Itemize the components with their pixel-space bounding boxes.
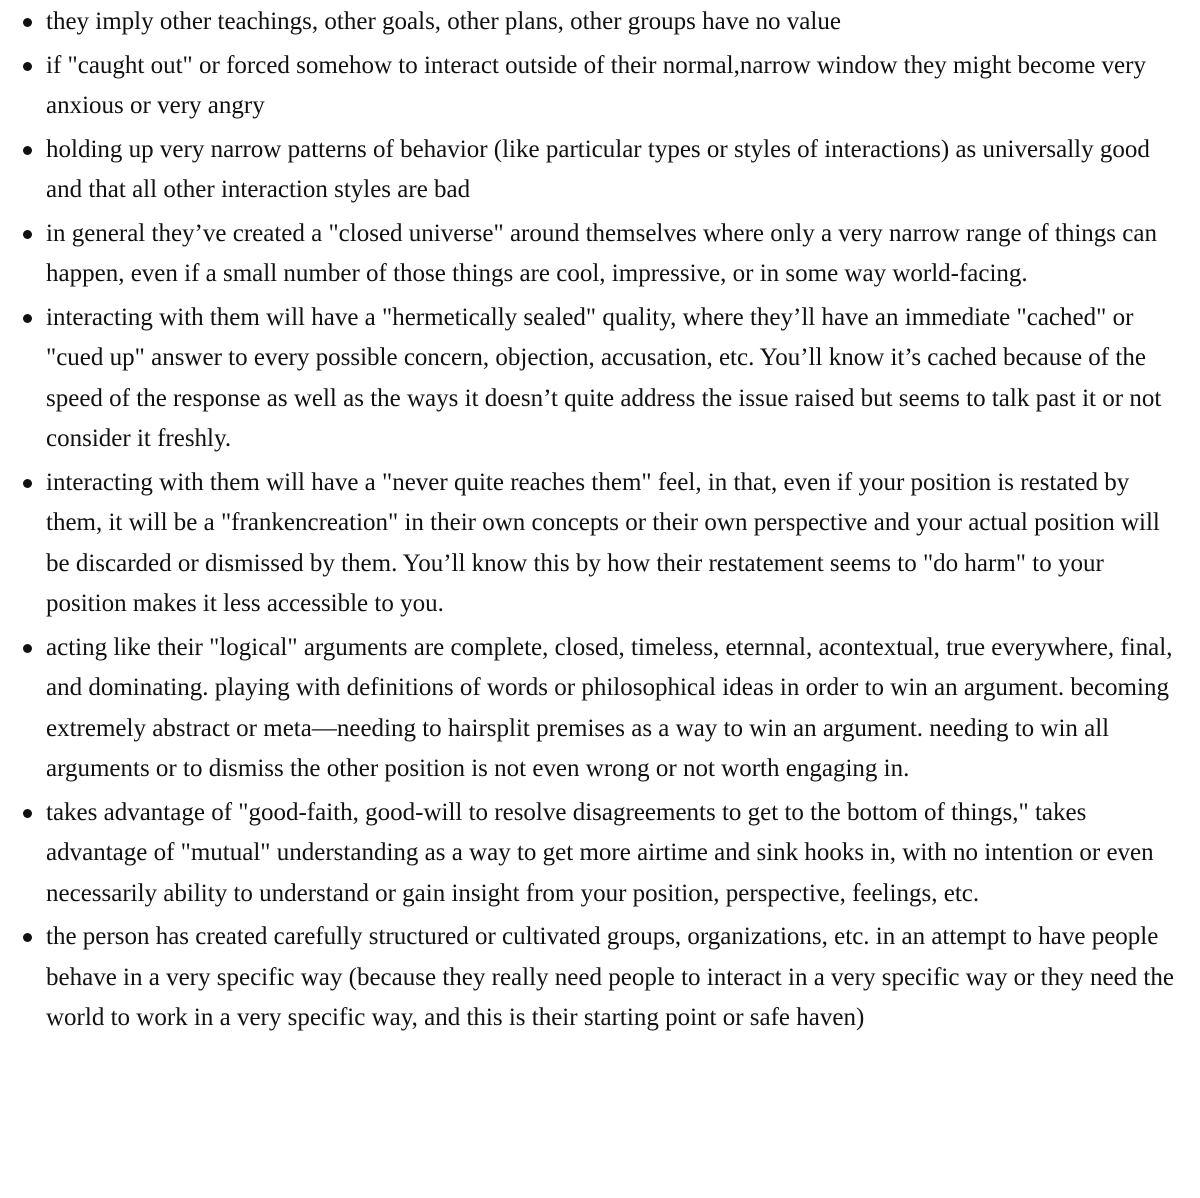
list-item-text: in general they’ve created a "closed universe" around themselves where only a very narrow range of things can happen, even if a small number of those things are cool, impressive, or in some way world-facing. bbox=[46, 219, 1157, 287]
bullet-list bbox=[12, 2, 1186, 1039]
list-item-text: the person has created carefully structured or cultivated groups, organizations, etc. in an attempt to have people behave in a very specific way (because they really need people to interact in a very specific way or they need the world to work in a very specific way, and this is their starting point or safe haven) bbox=[46, 923, 1174, 1031]
list-item bbox=[12, 214, 1186, 295]
list-item bbox=[12, 628, 1186, 790]
list-item-text: takes advantage of "good-faith, good-will to resolve disagreements to get to the bottom of things," takes advantage of "mutual" understanding as a way to get more airtime and sink hooks in, with no intention or even necessarily ability to understand or gain insight from your position, perspective, feelings, etc. bbox=[46, 798, 1154, 907]
bullet-icon bbox=[23, 62, 32, 71]
list-item bbox=[12, 2, 1186, 43]
list-item-text: holding up very narrow patterns of behavior (like particular types or styles of interactions) as universally good and that all other interaction styles are bad bbox=[46, 135, 1150, 203]
list-item bbox=[12, 298, 1186, 460]
bullet-icon bbox=[23, 230, 32, 239]
list-item-text: interacting with them will have a "hermetically sealed" quality, where they’ll have an immediate "cached" or "cued up" answer to every possible concern, objection, accusation, etc. You’ll know it’s cached because of the speed of the response as well as the ways it doesn’t quite address the issue raised but seems to talk past it or not consider it freshly. bbox=[46, 303, 1162, 452]
list-item bbox=[12, 46, 1186, 127]
bullet-icon bbox=[23, 644, 32, 653]
list-item bbox=[12, 917, 1186, 1039]
list-item-text: acting like their "logical" arguments are complete, closed, timeless, eternnal, acontextual, true everywhere, final, and dominating. playing with definitions of words or philosophical ideas in order to win an argument. becoming extremely abstract or meta—needing to hairsplit premises as a way to win an argument. needing to win all arguments or to dismiss the other position is not even wrong or not worth engaging in. bbox=[46, 633, 1173, 782]
bullet-icon bbox=[23, 809, 32, 818]
list-item bbox=[12, 463, 1186, 625]
bullet-icon bbox=[23, 933, 32, 942]
list-item-text: they imply other teachings, other goals, other plans, other groups have no value bbox=[46, 8, 841, 35]
list-item-text: if "caught out" or forced somehow to interact outside of their normal,narrow window they might become very anxious or very angry bbox=[46, 51, 1146, 119]
list-item bbox=[12, 130, 1186, 211]
bullet-icon bbox=[23, 314, 32, 323]
bullet-icon bbox=[23, 18, 32, 27]
list-item bbox=[12, 793, 1186, 915]
bullet-icon bbox=[23, 479, 32, 488]
bullet-icon bbox=[23, 146, 32, 155]
list-item-text: interacting with them will have a "never quite reaches them" feel, in that, even if your position is restated by them, it will be a "frankencreation" in their own concepts or their own perspective and your actual position will be discarded or dismissed by them. You’ll know this by how their restatement seems to "do harm" to your position makes it less accessible to you. bbox=[46, 468, 1160, 617]
